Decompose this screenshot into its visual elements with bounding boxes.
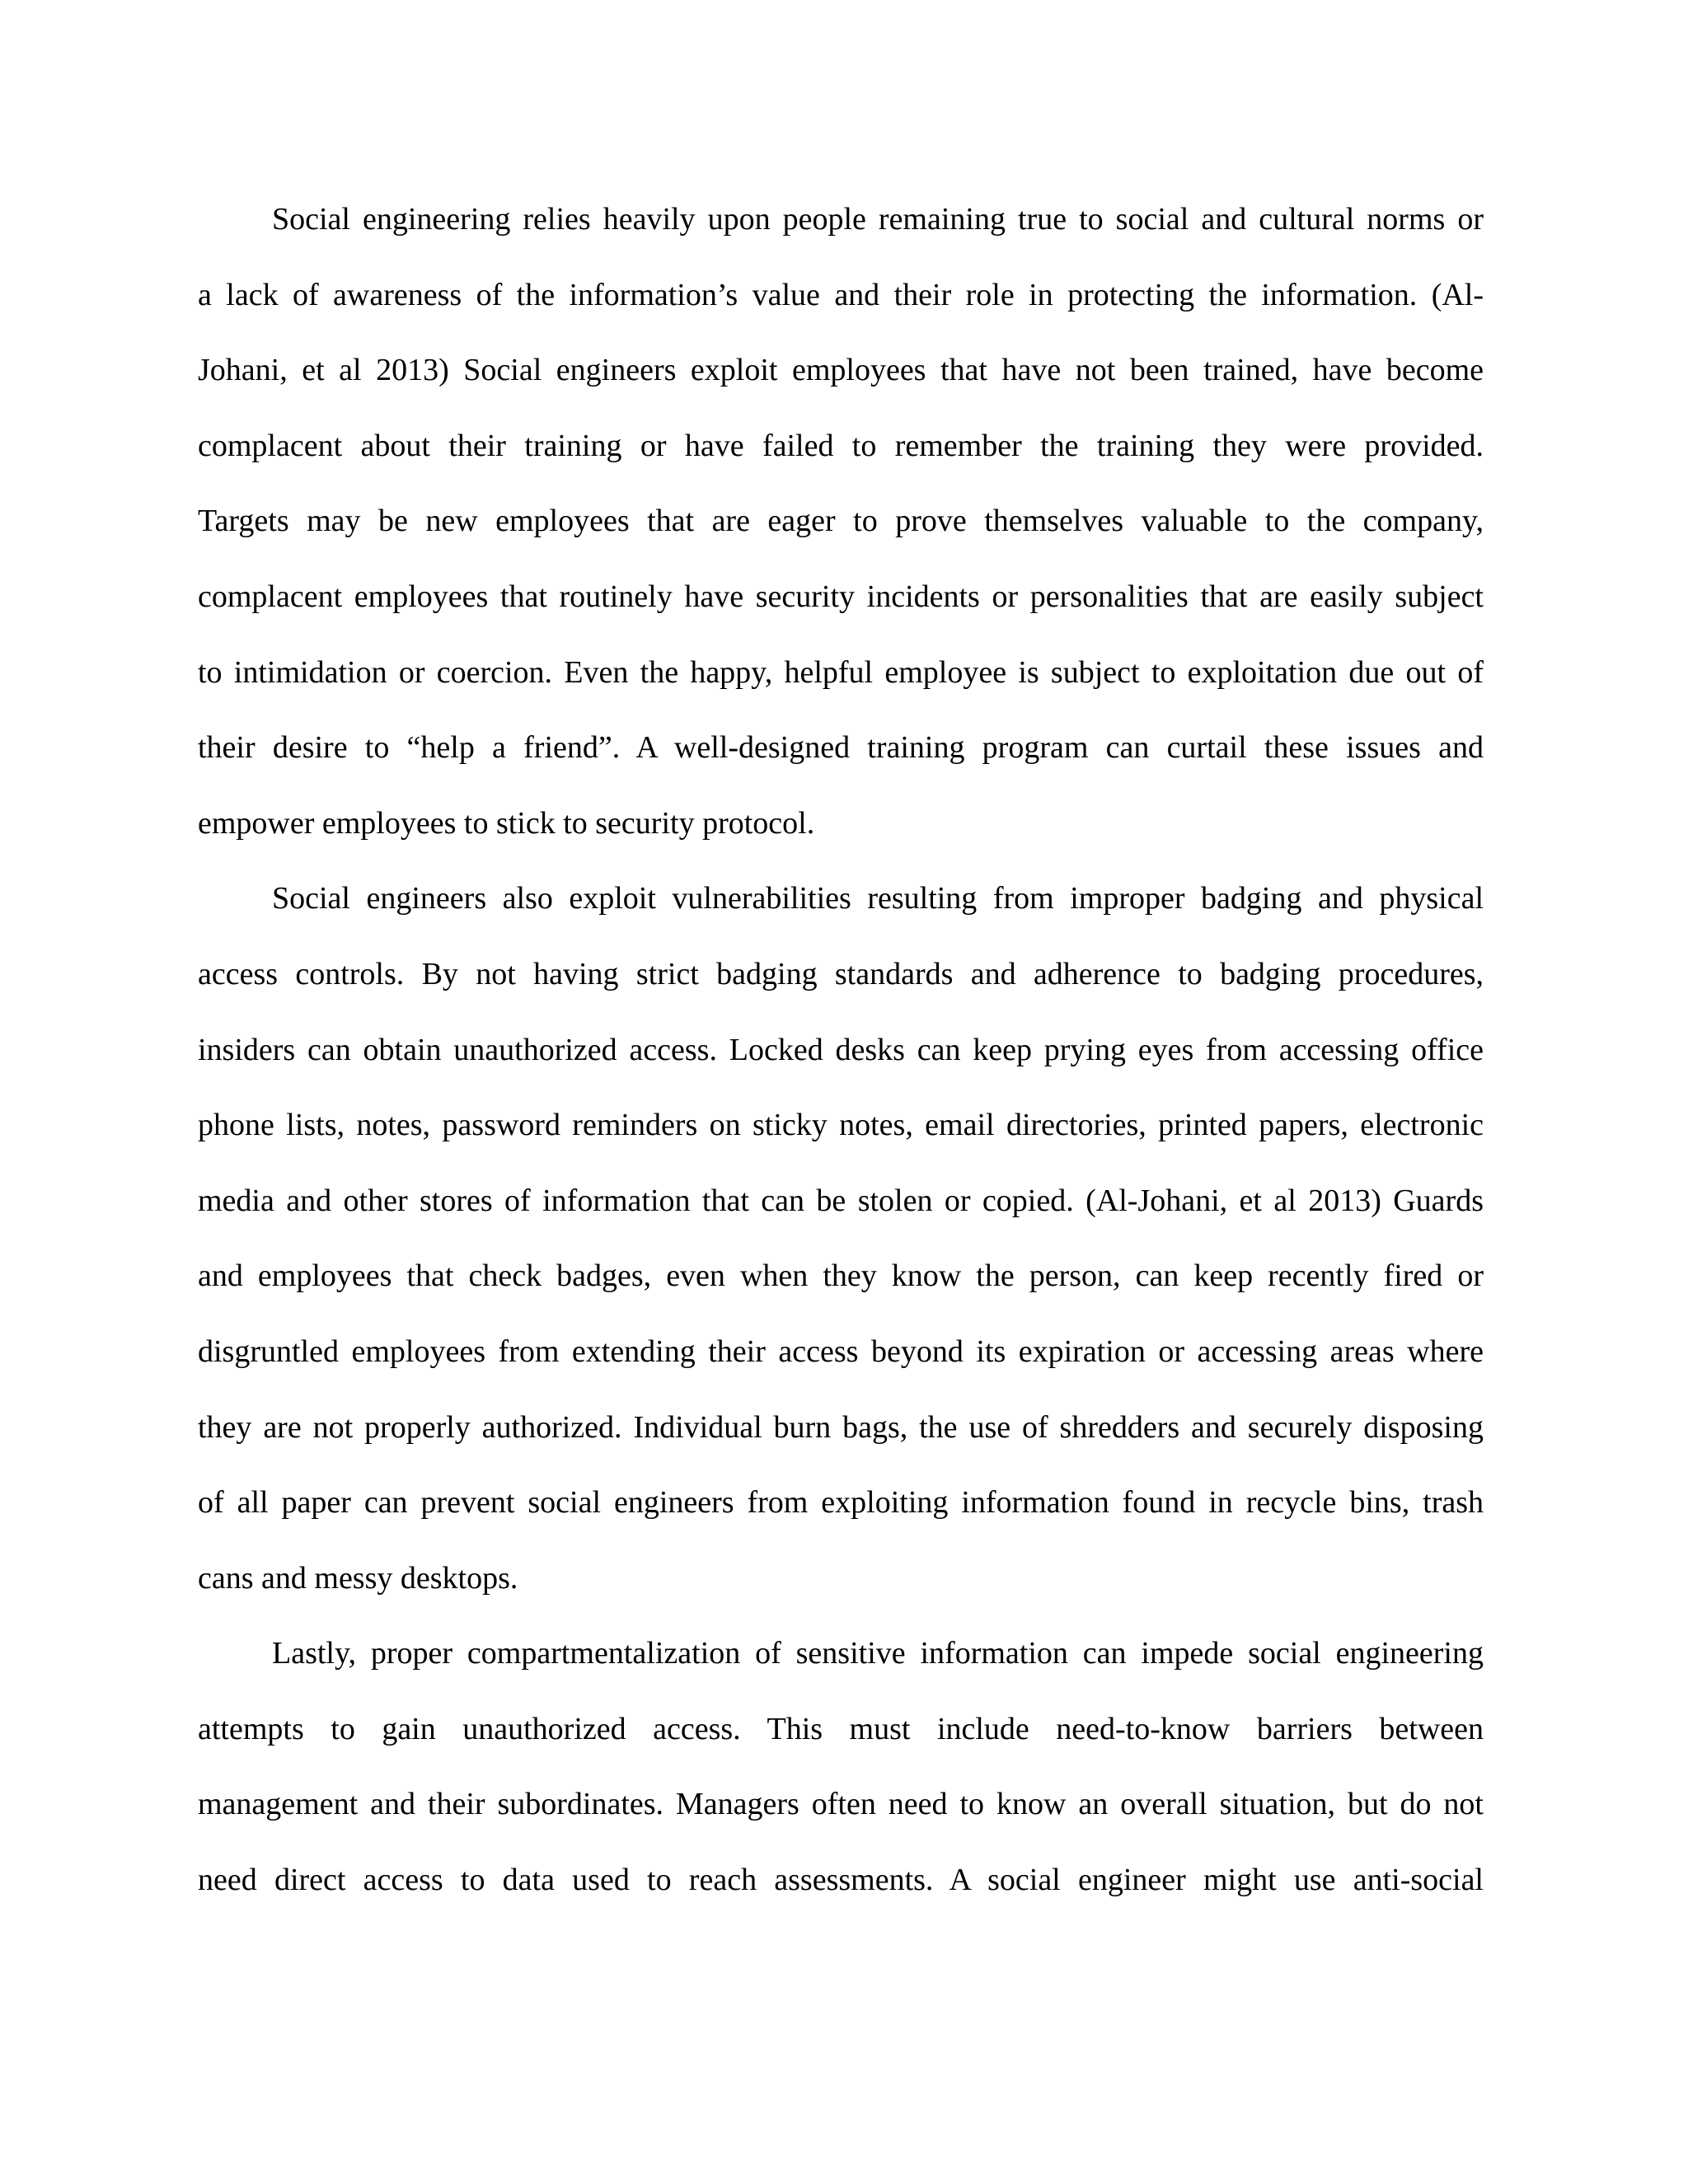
paragraph-2-line-4: phone lists, notes, password reminders on sticky notes, email directories, printed papers, electronic (198, 1108, 1484, 1143)
paragraph-3-line-1: Lastly, proper compartmentalization of sensitive information can impede social engineering (272, 1636, 1484, 1671)
paragraph-1-line-2: a lack of awareness of the information’s value and their role in protecting the information. (Al- (198, 277, 1484, 312)
paragraph-2-line-5: media and other stores of information that can be stolen or copied. (Al-Johani, et al 2013) Guards (198, 1183, 1484, 1218)
paragraph-1-line-1: Social engineering relies heavily upon people remaining true to social and cultural norms or (272, 202, 1484, 237)
paragraph-1-line-7: to intimidation or coercion. Even the happy, helpful employee is subject to exploitation due out of (198, 654, 1484, 690)
paragraph-2-line-9: of all paper can prevent social engineers from exploiting information found in recycle bins, trash (198, 1485, 1484, 1521)
paragraph-2-line-2: access controls. By not having strict badging standards and adherence to badging procedures, (198, 956, 1484, 991)
paragraph-2-line-10: cans and messy desktops. (198, 1560, 518, 1596)
paragraph-2-line-1: Social engineers also exploit vulnerabilities resulting from improper badging and physical (272, 881, 1484, 916)
paragraph-2-line-7: disgruntled employees from extending their access beyond its expiration or accessing areas where (198, 1333, 1484, 1369)
paragraph-3-line-2: attempts to gain unauthorized access. This must include need-to-know barriers between (198, 1711, 1484, 1746)
paragraph-2-line-6: and employees that check badges, even when they know the person, can keep recently fired or (198, 1258, 1484, 1294)
paragraph-1-line-4: complacent about their training or have failed to remember the training they were provided. (198, 428, 1484, 463)
paragraph-3-line-4: need direct access to data used to reach assessments. A social engineer might use anti-social (198, 1863, 1484, 1898)
paragraph-1-line-5: Targets may be new employees that are eager to prove themselves valuable to the company, (198, 504, 1484, 539)
paragraph-3-line-3: management and their subordinates. Managers often need to know an overall situation, but do not (198, 1787, 1484, 1822)
paragraph-1-line-6: complacent employees that routinely have security incidents or personalities that are easily subject (198, 579, 1484, 614)
body-text (198, 194, 1484, 1931)
paragraph-2-line-8: they are not properly authorized. Individual burn bags, the use of shredders and securely disposing (198, 1409, 1484, 1445)
paragraph-2-line-3: insiders can obtain unauthorized access. Locked desks can keep prying eyes from accessing office (198, 1032, 1484, 1067)
paragraph-1-line-3: Johani, et al 2013) Social engineers exploit employees that have not been trained, have become (198, 353, 1484, 388)
paragraph-1-line-8: their desire to “help a friend”. A well-designed training program can curtail these issues and (198, 730, 1484, 766)
paragraph-1-line-9: empower employees to stick to security protocol. (198, 805, 815, 841)
